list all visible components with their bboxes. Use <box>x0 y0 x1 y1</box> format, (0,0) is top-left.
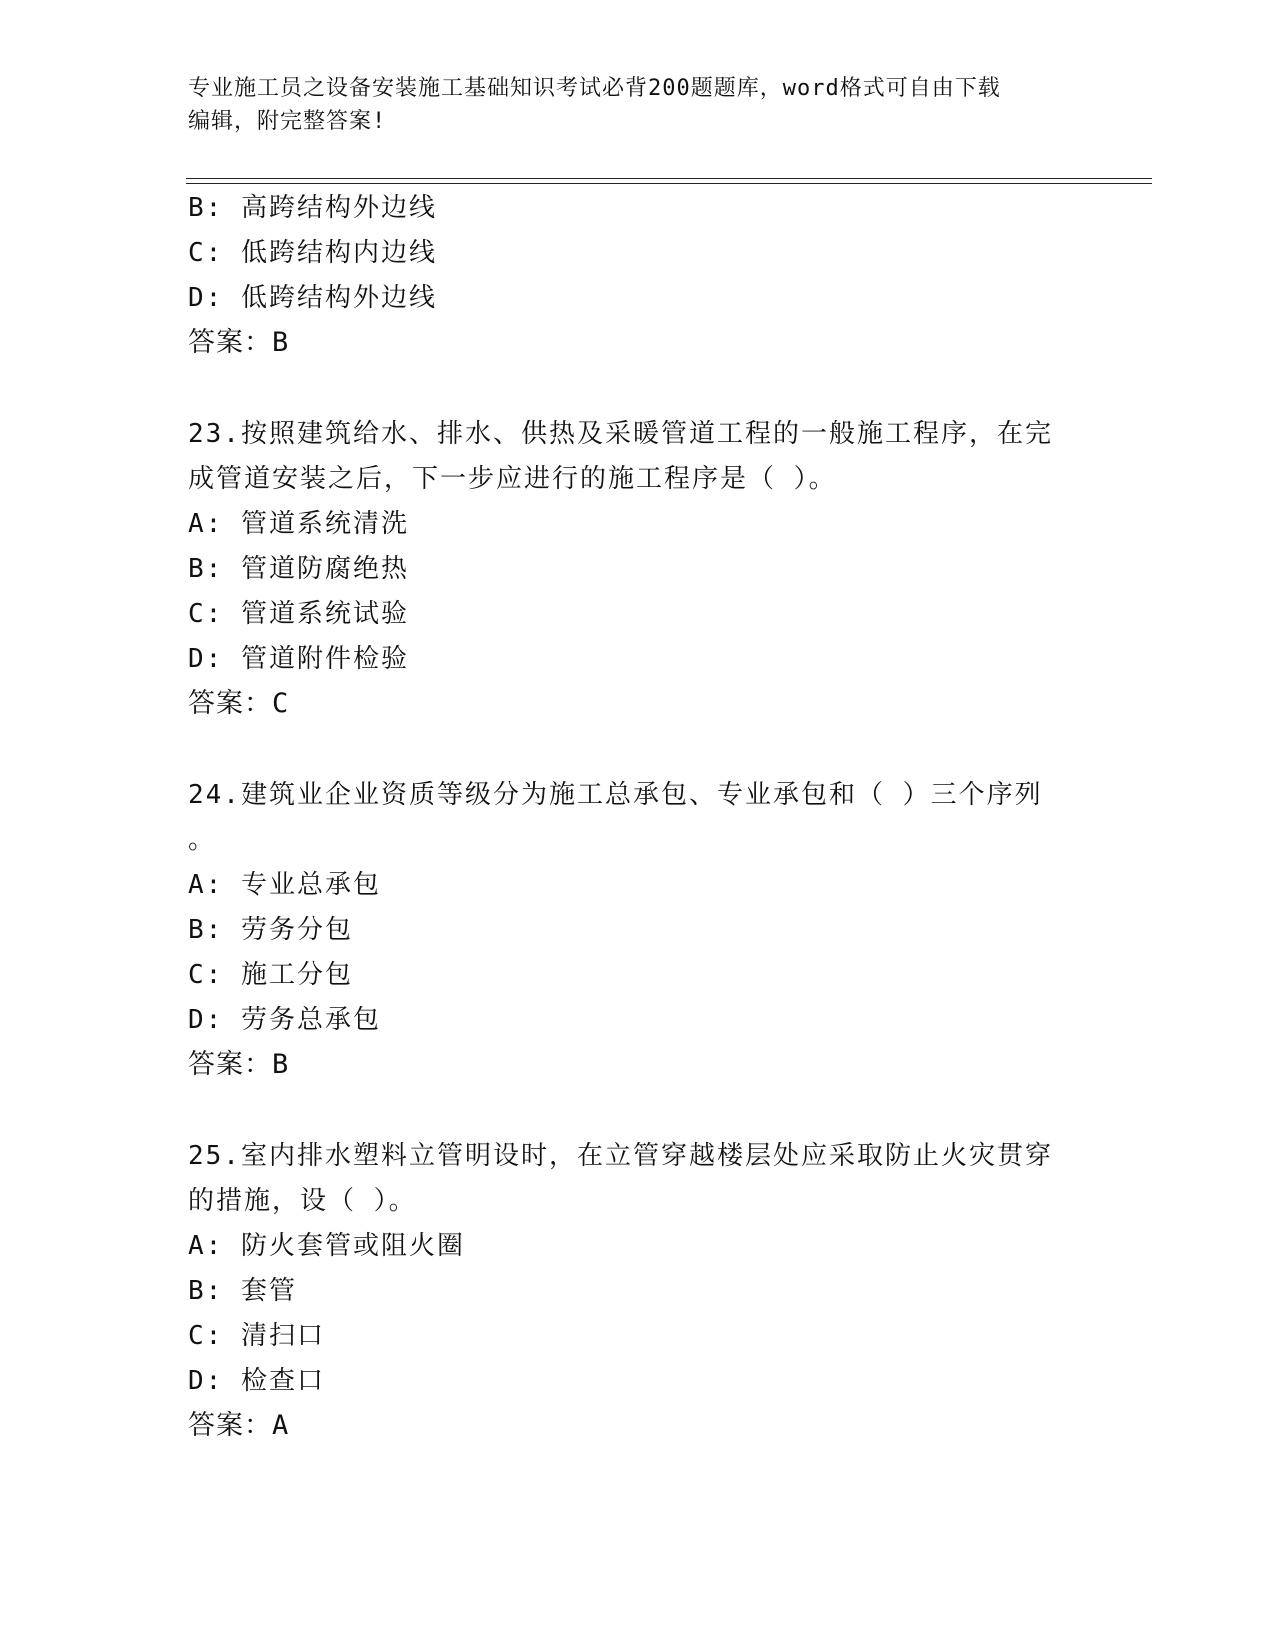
q24-stem-line-2: 。 <box>188 825 217 855</box>
answer-label: 答案： <box>188 1410 272 1441</box>
q24-stem-line-1: 24.建筑业企业资质等级分为施工总承包、专业承包和（ ）三个序列 <box>188 780 1043 810</box>
q24-option-b: B: 劳务分包 <box>188 915 353 945</box>
answer-value: C <box>272 688 290 719</box>
q23-stem-line-1: 23.按照建筑给水、排水、供热及采暖管道工程的一般施工程序，在完 <box>188 419 1053 449</box>
q22-option-d: D: 低跨结构外边线 <box>188 283 437 313</box>
q25-answer <box>188 1410 289 1442</box>
q22-option-b: B: 高跨结构外边线 <box>188 193 437 223</box>
header-divider-bottom <box>186 183 1152 184</box>
header-line-1: 专业施工员之设备安装施工基础知识考试必背200题题库，word格式可自由下载 <box>188 76 1001 101</box>
q25-stem-line-1: 25.室内排水塑料立管明设时，在立管穿越楼层处应采取防止火灾贯穿 <box>188 1141 1053 1171</box>
q23-option-d: D: 管道附件检验 <box>188 644 409 674</box>
answer-label: 答案： <box>188 327 272 358</box>
q22-answer <box>188 327 289 359</box>
q24-option-a: A: 专业总承包 <box>188 870 381 900</box>
answer-value: B <box>272 1049 290 1080</box>
header-divider-top <box>186 178 1152 179</box>
q22-option-c: C: 低跨结构内边线 <box>188 238 437 268</box>
answer-label: 答案： <box>188 688 272 719</box>
q25-option-c: C: 清扫口 <box>188 1321 325 1351</box>
q23-option-b: B: 管道防腐绝热 <box>188 554 409 584</box>
answer-label: 答案： <box>188 1049 272 1080</box>
header-line-2: 编辑，附完整答案! <box>188 109 387 134</box>
q25-stem-line-2: 的措施，设（ ）。 <box>188 1186 417 1216</box>
q24-answer <box>188 1049 289 1081</box>
q24-option-d: D: 劳务总承包 <box>188 1005 381 1035</box>
q25-option-a: A: 防火套管或阻火圈 <box>188 1231 465 1261</box>
q25-option-d: D: 检查口 <box>188 1366 325 1396</box>
answer-value: B <box>272 327 290 358</box>
q23-stem-line-2: 成管道安装之后，下一步应进行的施工程序是（ ）。 <box>188 464 837 494</box>
q23-option-c: C: 管道系统试验 <box>188 599 409 629</box>
document-header <box>188 72 1088 138</box>
q25-option-b: B: 套管 <box>188 1276 297 1306</box>
q23-answer <box>188 688 289 720</box>
q24-option-c: C: 施工分包 <box>188 960 353 990</box>
answer-value: A <box>272 1410 290 1441</box>
q23-option-a: A: 管道系统清洗 <box>188 509 409 539</box>
